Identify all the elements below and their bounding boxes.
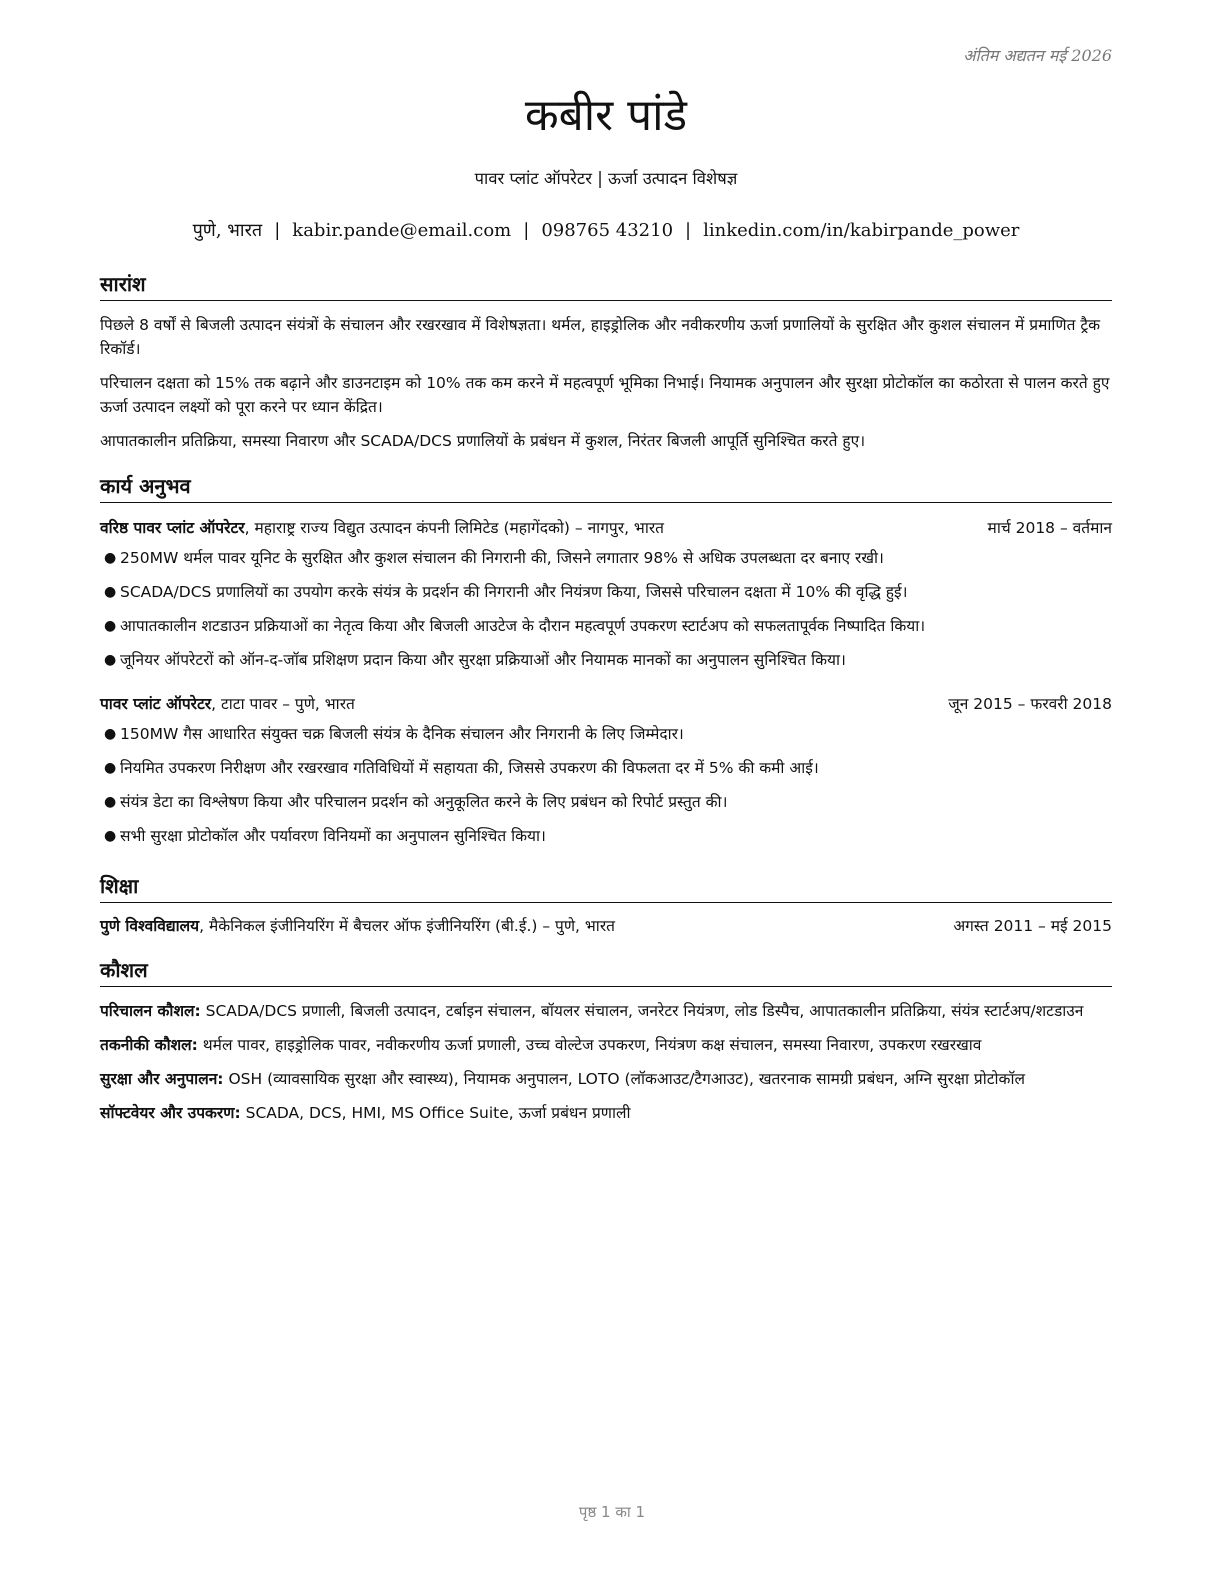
list-item (100, 785, 1112, 819)
contact-linkedin[interactable]: linkedin.com/in/kabirpande_power (703, 220, 1020, 241)
bullet-icon: ● (104, 828, 117, 844)
summary-paragraph: पिछले 8 वर्षों से बिजली उत्पादन संयंत्रों के संचालन और रखरखाव में विशेषज्ञता। थर्मल, हाइड्रोलिक और नवीकरणीय ऊर्जा प्रणालियों के सुरक्षित और कुशल संचालन में प्रमाणित ट्रैक रिकॉर्ड। (100, 316, 1101, 358)
summary-paragraph: आपातकालीन प्रतिक्रिया, समस्या निवारण और SCADA/DCS प्रणालियों के प्रबंधन में कुशल, निरंतर बिजली आपूर्ति सुनिश्चित करते हुए। (100, 432, 866, 450)
job-header (100, 691, 1112, 717)
bullet-icon: ● (104, 584, 117, 600)
job-entry (100, 515, 1112, 677)
skill-text: OSH (व्यावसायिक सुरक्षा और स्वास्थ्य), नियामक अनुपालन, LOTO (लॉकआउट/टैगआउट), खतरनाक सामग्री प्रबंधन, अग्नि सुरक्षा प्रोटोकॉल (223, 1070, 1025, 1088)
contact-email[interactable]: kabir.pande@email.com (292, 220, 512, 241)
bullet-icon: ● (104, 550, 117, 566)
skill-label: सॉफ्टवेयर और उपकरण: (100, 1104, 241, 1122)
list-item (100, 751, 1112, 785)
list-item (100, 819, 1112, 853)
bullet-icon: ● (104, 760, 117, 776)
skill-group (100, 1102, 1112, 1125)
bullet-text: आपातकालीन शटडाउन प्रक्रियाओं का नेतृत्व किया और बिजली आउटेज के दौरान महत्वपूर्ण उपकरण स्टार्टअप को सफलतापूर्वक निष्पादित किया। (120, 617, 926, 635)
job-entry (100, 691, 1112, 853)
tagline: पावर प्लांट ऑपरेटर | ऊर्जा उत्पादन विशेषज्ञ (474, 169, 738, 188)
page-number: पृष्ठ 1 का 1 (578, 1503, 646, 1521)
bullet-text: संयंत्र डेटा का विश्लेषण किया और परिचालन प्रदर्शन को अनुकूलित करने के लिए प्रबंधन को रिपोर्ट प्रस्तुत की। (120, 793, 728, 811)
skill-label: तकनीकी कौशल: (100, 1036, 198, 1054)
contact-separator: | (523, 220, 530, 241)
education-section (100, 872, 1112, 939)
contact-line (100, 218, 1112, 242)
contact-location: पुणे, भारत (192, 220, 263, 241)
bullet-icon: ● (104, 726, 117, 742)
education-dates: अगस्त 2011 – मई 2015 (953, 917, 1112, 935)
summary-section (100, 270, 1112, 453)
job-role: पावर प्लांट ऑपरेटर (100, 695, 212, 713)
job-bullets (100, 541, 1112, 677)
job-org: , टाटा पावर – पुणे, भारत (211, 695, 355, 713)
degree: , मैकेनिकल इंजीनियरिंग में बैचलर ऑफ इंजीनियरिंग (बी.ई.) – पुणे, भारत (199, 917, 615, 935)
bullet-text: नियमित उपकरण निरीक्षण और रखरखाव गतिविधियों में सहायता की, जिससे उपकरण की विफलता दर में 5% की कमी आई। (120, 759, 819, 777)
candidate-name: कबीर पांडे (524, 90, 688, 141)
skill-text: थर्मल पावर, हाइड्रोलिक पावर, नवीकरणीय ऊर्जा प्रणाली, उच्च वोल्टेज उपकरण, नियंत्रण कक्ष संचालन, समस्या निवारण, उपकरण रखरखाव (197, 1036, 982, 1054)
job-dates: मार्च 2018 – वर्तमान (987, 519, 1112, 537)
bullet-text: सभी सुरक्षा प्रोटोकॉल और पर्यावरण विनियमों का अनुपालन सुनिश्चित किया। (120, 827, 546, 845)
list-item (100, 609, 1112, 643)
summary-paragraph: परिचालन दक्षता को 15% तक बढ़ाने और डाउनटाइम को 10% तक कम करने में महत्वपूर्ण भूमिका निभाई। नियामक अनुपालन और सुरक्षा प्रोटोकॉल का कठोरता से पालन करते हुए ऊर्जा उत्पादन लक्ष्यों को पूरा करने पर ध्यान केंद्रित। (100, 374, 1110, 416)
school-name: पुणे विश्वविद्यालय (100, 917, 200, 935)
job-bullets (100, 717, 1112, 853)
bullet-text: SCADA/DCS प्रणालियों का उपयोग करके संयंत्र के प्रदर्शन की निगरानी और नियंत्रण किया, जिससे परिचालन दक्षता में 10% की वृद्धि हुई। (120, 583, 908, 601)
job-dates: जून 2015 – फरवरी 2018 (948, 695, 1112, 713)
bullet-icon: ● (104, 618, 117, 634)
skills-section (100, 956, 1112, 1125)
list-item (100, 717, 1112, 751)
skill-group (100, 1068, 1112, 1091)
skills-title: कौशल (100, 956, 1112, 987)
contact-phone: 098765 43210 (541, 220, 674, 241)
skill-label: परिचालन कौशल: (100, 1002, 201, 1020)
skill-group (100, 1000, 1112, 1023)
experience-section (100, 472, 1112, 853)
education-title: शिक्षा (100, 872, 1112, 903)
bullet-text: जूनियर ऑपरेटरों को ऑन-द-जॉब प्रशिक्षण प्रदान किया और सुरक्षा प्रक्रियाओं और नियामक मानकों का अनुपालन सुनिश्चित किया। (120, 651, 846, 669)
list-item (100, 575, 1112, 609)
job-org: , महाराष्ट्र राज्य विद्युत उत्पादन कंपनी लिमिटेड (महागेंदको) – नागपुर, भारत (244, 519, 665, 537)
skill-text: SCADA, DCS, HMI, MS Office Suite, ऊर्जा प्रबंधन प्रणाली (240, 1104, 631, 1122)
education-entry (100, 913, 1112, 939)
bullet-icon: ● (104, 794, 117, 810)
list-item (100, 541, 1112, 575)
experience-title: कार्य अनुभव (100, 472, 1112, 503)
summary-title: सारांश (100, 270, 1112, 301)
contact-separator: | (685, 220, 692, 241)
contact-separator: | (274, 220, 281, 241)
skill-text: SCADA/DCS प्रणाली, बिजली उत्पादन, टर्बाइन संचालन, बॉयलर संचालन, जनरेटर नियंत्रण, लोड डिस्पैच, आपातकालीन प्रतिक्रिया, संयंत्र स्टार्टअप/शटडाउन (200, 1002, 1084, 1020)
skill-group (100, 1034, 1112, 1057)
last-updated: अंतिम अद्यतन मई 2026 (963, 46, 1112, 65)
bullet-text: 250MW थर्मल पावर यूनिट के सुरक्षित और कुशल संचालन की निगरानी की, जिसने लगातार 98% से अधिक उपलब्धता दर बनाए रखी। (120, 549, 884, 567)
skill-label: सुरक्षा और अनुपालन: (100, 1070, 224, 1088)
bullet-text: 150MW गैस आधारित संयुक्त चक्र बिजली संयंत्र के दैनिक संचालन और निगरानी के लिए जिम्मेदार। (120, 725, 684, 743)
job-header (100, 515, 1112, 541)
list-item (100, 643, 1112, 677)
job-role: वरिष्ठ पावर प्लांट ऑपरेटर (100, 519, 245, 537)
bullet-icon: ● (104, 652, 117, 668)
